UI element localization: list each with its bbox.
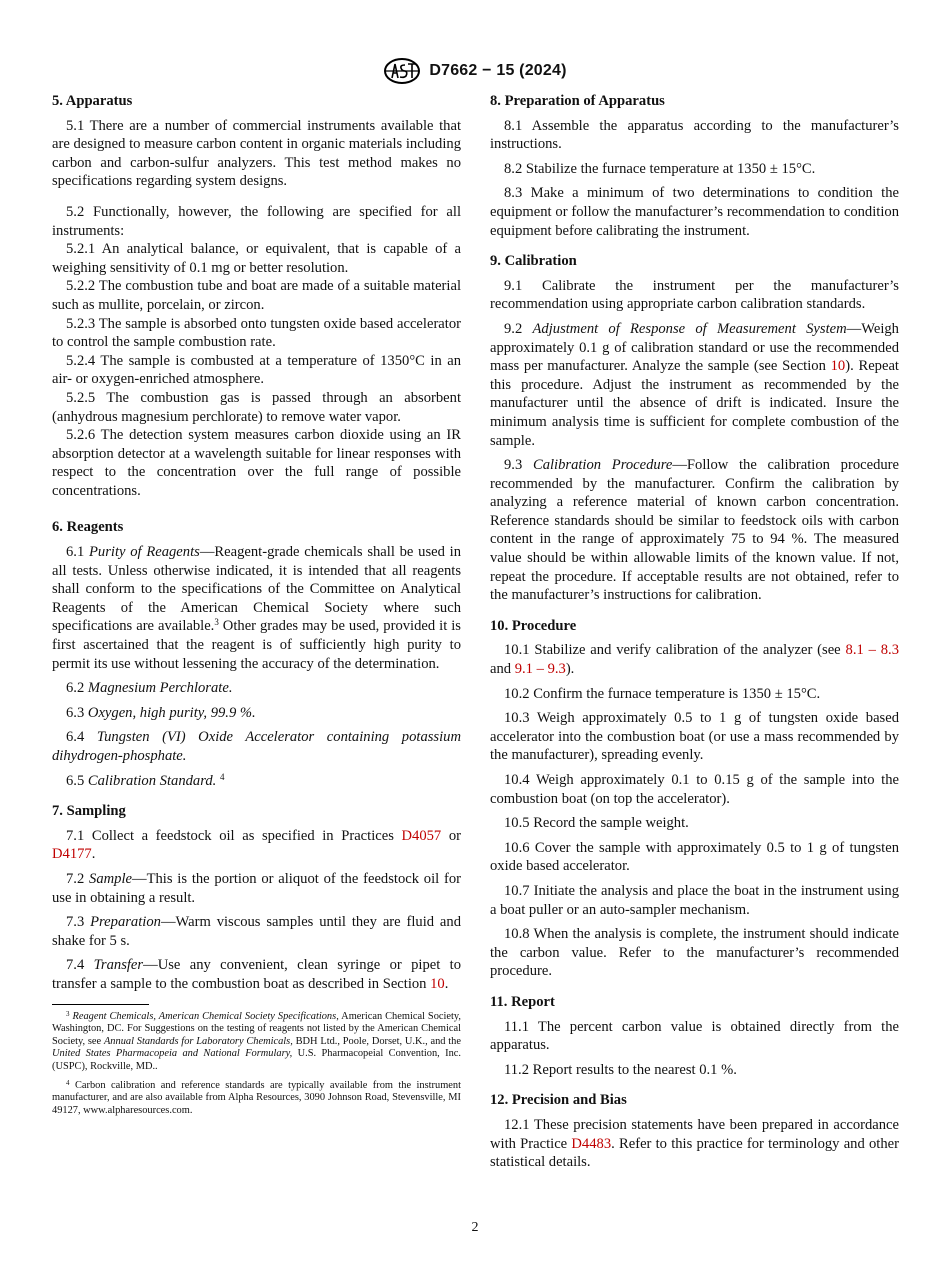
section-9-title: 9. Calibration — [490, 253, 577, 270]
paragraph-10-4: 10.4 Weigh approximately 0.1 to 0.15 g of the sample into the combustion boat (on top the accelerator). — [490, 772, 899, 807]
paragraph-7-2: 7.2 Sample—This is the portion or aliquot of the feedstock oil for use in obtaining a result. — [52, 870, 461, 906]
link-section-10[interactable]: 10 — [830, 358, 846, 375]
link-section-10[interactable]: 10 — [430, 975, 445, 992]
footnote-divider — [52, 1004, 149, 1005]
paragraph-6-1: 6.1 Purity of Reagents—Reagent-grade chemicals shall be used in all tests. Unless otherwise indicated, it is intended that all reagents shall conform to the specifications of the Committee on Analytical Reagents of the American Chemical Society where such specifications are available.$^3$ Other grades may be used, provided it is first ascertained that the reagent is of sufficiently high purity to permit its use without lessening the accuracy of the determination. — [52, 544, 461, 672]
astm-logo-icon — [383, 58, 421, 84]
paragraph-5-2-4: 5.2.4 The sample is combusted at a temperature of 1350°C in an air- or oxygen-enriched atmosphere. — [52, 352, 461, 388]
page-number: 2 — [471, 1220, 479, 1235]
section-10-title: 10. Procedure — [490, 617, 577, 634]
paragraph-8-1: 8.1 Assemble the apparatus according to the manufacturer’s instructions. — [490, 117, 899, 153]
paragraph-12-1: 12.1 These precision statements have been prepared in accordance with Practice D4483. Refer to this practice for terminology and other statistical details. — [490, 1116, 899, 1171]
paragraph-10-5: 10.5 Record the sample weight. — [504, 815, 689, 832]
paragraph-9-1: 9.1 Calibrate the instrument per the manufacturer’s recommendation using appropriate carbon calibration standards. — [490, 277, 899, 313]
paragraph-10-6: 10.6 Cover the sample with approximately 0.5 to 1 g of tungsten oxide based accelerator. — [490, 839, 899, 875]
paragraph-5-1: 5.1 There are a number of commercial instruments available that are designed to measure carbon content in organic materials including carbon and carbon-sulfur analyzers. This test method makes no specifications regarding system designs. — [52, 117, 461, 190]
paragraph-10-7: 10.7 Initiate the analysis and place the boat in the instrument using a boat puller or an auto-sampler mechanism. — [490, 882, 899, 918]
link-d4057[interactable]: D4057 — [401, 827, 442, 844]
footnote-4: $^4$ Carbon calibration and reference standards are typically available from the instrument manufacturer, and are also available from Alpha Resources, 3090 Johnson Road, Stevensville, MI 49127, www.alpharesources.com. — [52, 1078, 461, 1116]
section-12-title: 12. Precision and Bias — [490, 1092, 627, 1109]
link-8-1-8-3[interactable]: 8.1 – 8.3 — [845, 642, 900, 659]
link-9-1-9-3[interactable]: 9.1 – 9.3 — [514, 661, 566, 678]
paragraph-7-4: 7.4 Transfer—Use any convenient, clean syringe or pipet to transfer a sample to the combustion boat as described in Section 10. — [52, 957, 461, 992]
paragraph-9-3: 9.3 Calibration Procedure—Follow the calibration procedure recommended by the manufacturer. Confirm the calibration by analyzing a reference material of known carbon concentration. Reference standards should be similar to feedstock oils with carbon content in the range of approximately 75 to 94 %. The measured value should be within allowable limits of the known value. If not, repeat the procedure. If acceptable results are not obtained, refer to the manufacturer’s instructions for calibration. — [490, 457, 900, 604]
paragraph-10-3: 10.3 Weigh approximately 0.5 to 1 g of tungsten oxide based accelerator into the combustion boat (or use a mass recommended by the manufacturer), spreading evenly. — [490, 710, 899, 764]
paragraph-6-4: 6.4 Tungsten (VI) Oxide Accelerator containing potassium dihydrogen-phosphate. — [52, 729, 461, 764]
link-d4483[interactable]: D4483 — [571, 1135, 612, 1152]
paragraph-5-2-1: 5.2.1 An analytical balance, or equivalent, that is capable of a weighing sensitivity of 0.1 mg or better resolution. — [52, 241, 461, 276]
section-11-title: 11. Report — [490, 993, 555, 1010]
paragraph-6-2: 6.2 Magnesium Perchlorate. — [66, 680, 233, 697]
section-7-title: 7. Sampling — [52, 803, 126, 820]
footnote-3: $^3$ Reagent Chemicals, American Chemical Society Specifications, American Chemical Society, Washington, DC. For Suggestions on the testing of reagents not listed by the American Chemical Society, see Annual Standards for Laboratory Chemicals, BDH Ltd., Poole, Dorset, U.K., and the United States Pharmacopeia and National Formulary, U.S. Pharmacopeial Convention, Inc. (USPC), Rockville, MD.. — [52, 1009, 461, 1072]
paragraph-5-2: 5.2 Functionally, however, the following are specified for all instruments: — [52, 203, 461, 239]
paragraph-6-3: 6.3 Oxygen, high purity, 99.9 %. — [66, 704, 256, 721]
paragraph-10-8: 10.8 When the analysis is complete, the instrument should indicate the carbon value. Refer to the manufacturer’s recommended procedure. — [490, 926, 899, 980]
left-column — [52, 92, 461, 1123]
paragraph-5-2-6: 5.2.6 The detection system measures carbon dioxide using an IR absorption detector at a wavelength suitable for linear responses with respect to the concentration over the full range of possible concentrations. — [52, 427, 461, 499]
paragraph-11-1: 11.1 The percent carbon value is obtained directly from the apparatus. — [490, 1018, 899, 1054]
section-6-title: 6. Reagents — [52, 519, 124, 536]
section-5-title: 5. Apparatus — [52, 93, 133, 109]
link-d4177[interactable]: D4177 — [52, 846, 92, 863]
paragraph-5-2-3: 5.2.3 The sample is absorbed onto tungsten oxide based accelerator to control the sample combustion rate. — [52, 315, 461, 351]
paragraph-5-2-2: 5.2.2 The combustion tube and boat are made of a suitable material such as mullite, porcelain, or zircon. — [52, 278, 461, 313]
section-8-title: 8. Preparation of Apparatus — [490, 93, 665, 109]
paragraph-8-3: 8.3 Make a minimum of two determinations to condition the equipment or follow the manufacturer’s recommendation to condition equipment before calibrating the instrument. — [490, 185, 899, 239]
paragraph-10-2: 10.2 Confirm the furnace temperature is 1350 ± 15°C. — [504, 685, 821, 702]
paragraph-7-1: 7.1 Collect a feedstock oil as specified in Practices D4057 or D4177. — [52, 827, 461, 863]
paragraph-9-2: 9.2 Adjustment of Response of Measurement System—Weigh approximately 0.1 g of calibration standard or use the recommended mass per manufacturer. Analyze the sample (see Section 10). Repeat this procedure. Adjust the instrument as recommended by the manufacturer until the absence of drift is indicated. Insure the minimum analysis time is sufficient for complete combustion of the sample. — [490, 320, 899, 449]
paragraph-10-1: 10.1 Stabilize and verify calibration of the analyzer (see 8.1 – 8.3 and 9.1 – 9.3). — [490, 642, 900, 678]
page-header — [0, 57, 950, 85]
paragraph-11-2: 11.2 Report results to the nearest 0.1 %. — [504, 1061, 737, 1078]
document-id: D7662 − 15 (2024) — [429, 62, 567, 79]
right-column — [490, 92, 899, 1178]
paragraph-5-2-5: 5.2.5 The combustion gas is passed through an absorbent (anhydrous magnesium perchlorate) to remove water vapor. — [52, 389, 461, 425]
paragraph-7-3: 7.3 Preparation—Warm viscous samples until they are fluid and shake for 5 s. — [52, 914, 461, 949]
paragraph-8-2: 8.2 Stabilize the furnace temperature at 1350 ± 15°C. — [504, 160, 816, 177]
paragraph-6-5: 6.5 Calibration Standard. $^4$ — [66, 771, 225, 789]
